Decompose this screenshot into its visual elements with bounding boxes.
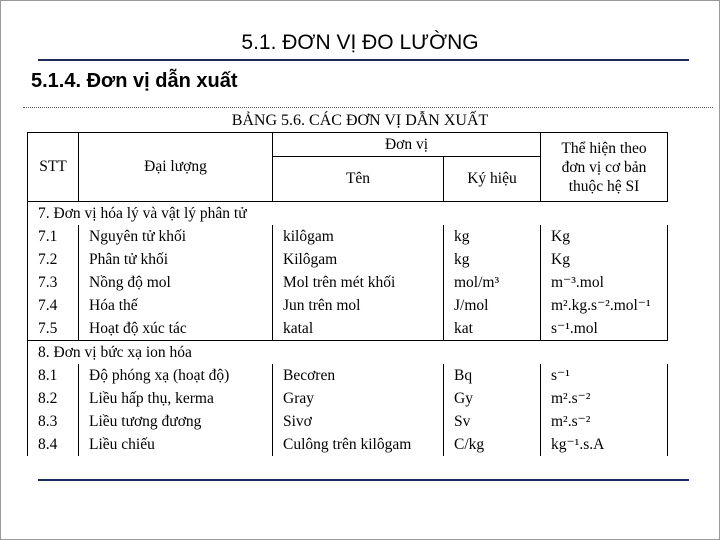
header-si-line3: thuộc hệ SI bbox=[568, 177, 640, 195]
cell-unit-name: katal bbox=[273, 317, 444, 341]
table-row bbox=[28, 225, 668, 248]
cell-unit-symbol: J/mol bbox=[444, 294, 541, 317]
cell-si: kg⁻¹.s.A bbox=[541, 433, 668, 456]
table-row bbox=[28, 317, 668, 341]
cell-si: s⁻¹ bbox=[541, 364, 668, 387]
cell-si: Kg bbox=[541, 248, 668, 271]
cell-stt: 7.1 bbox=[28, 225, 79, 248]
cell-stt: 7.5 bbox=[28, 317, 79, 341]
dotted-divider bbox=[23, 107, 713, 108]
cell-unit-symbol: kg bbox=[444, 248, 541, 271]
cell-si: m².kg.s⁻².mol⁻¹ bbox=[541, 294, 668, 317]
cell-unit-symbol: Bq bbox=[444, 364, 541, 387]
cell-stt: 8.1 bbox=[28, 364, 79, 387]
header-unit-group: Đơn vị bbox=[273, 133, 541, 157]
header-si-line2: đơn vị cơ bản bbox=[561, 158, 647, 176]
cell-si: Kg bbox=[541, 225, 668, 248]
section-label: 8. Đơn vị bức xạ ion hóa bbox=[28, 341, 668, 365]
cell-stt: 7.3 bbox=[28, 271, 79, 294]
cell-quantity: Phân tử khối bbox=[79, 248, 273, 271]
derived-units-table bbox=[27, 132, 668, 456]
table-row bbox=[28, 433, 668, 456]
cell-si: m².s⁻² bbox=[541, 410, 668, 433]
cell-si: m⁻³.mol bbox=[541, 271, 668, 294]
slide-title: 5.1. ĐƠN VỊ ĐO LƯỜNG bbox=[241, 31, 479, 54]
header-unit-symbol: Ký hiệu bbox=[444, 157, 541, 202]
cell-stt: 7.2 bbox=[28, 248, 79, 271]
header-stt: STT bbox=[28, 133, 79, 202]
bottom-rule bbox=[38, 479, 689, 481]
cell-quantity: Hoạt độ xúc tác bbox=[79, 317, 273, 341]
table-row bbox=[28, 294, 668, 317]
cell-quantity: Liều tương đương bbox=[79, 410, 273, 433]
section-label: 7. Đơn vị hóa lý và vật lý phân tử bbox=[28, 202, 668, 226]
cell-unit-name: Culông trên kilôgam bbox=[273, 433, 444, 456]
table-caption: BẢNG 5.6. CÁC ĐƠN VỊ DẪN XUẤT bbox=[231, 112, 489, 129]
cell-unit-name: Kilôgam bbox=[273, 248, 444, 271]
header-quantity: Đại lượng bbox=[79, 133, 273, 202]
cell-quantity: Liều hấp thụ, kerma bbox=[79, 387, 273, 410]
cell-quantity: Độ phóng xạ (hoạt độ) bbox=[79, 364, 273, 387]
cell-unit-symbol: C/kg bbox=[444, 433, 541, 456]
table-row bbox=[28, 364, 668, 387]
cell-stt: 8.4 bbox=[28, 433, 79, 456]
header-si-line1: Thể hiện theo bbox=[561, 139, 647, 157]
section-row-7 bbox=[28, 202, 668, 226]
section-heading: 5.1.4. Đơn vị dẫn xuất bbox=[31, 70, 238, 92]
table-row bbox=[28, 271, 668, 294]
cell-si: s⁻¹.mol bbox=[541, 317, 668, 341]
header-unit-name: Tên bbox=[273, 157, 444, 202]
cell-unit-name: Mol trên mét khối bbox=[273, 271, 444, 294]
cell-unit-symbol: kg bbox=[444, 225, 541, 248]
cell-stt: 8.2 bbox=[28, 387, 79, 410]
section-row-8 bbox=[28, 341, 668, 365]
cell-quantity: Nguyên tử khối bbox=[79, 225, 273, 248]
table-row bbox=[28, 410, 668, 433]
cell-unit-name: Gray bbox=[273, 387, 444, 410]
title-underline bbox=[38, 59, 689, 61]
cell-unit-name: Becơren bbox=[273, 364, 444, 387]
cell-quantity: Nồng độ mol bbox=[79, 271, 273, 294]
table-row bbox=[28, 248, 668, 271]
header-si-expression bbox=[541, 133, 668, 202]
cell-unit-symbol: mol/m³ bbox=[444, 271, 541, 294]
cell-unit-symbol: Sv bbox=[444, 410, 541, 433]
cell-si: m².s⁻² bbox=[541, 387, 668, 410]
cell-unit-symbol: Gy bbox=[444, 387, 541, 410]
cell-unit-name: kilôgam bbox=[273, 225, 444, 248]
table-row bbox=[28, 387, 668, 410]
cell-unit-name: Sivơ bbox=[273, 410, 444, 433]
cell-quantity: Liều chiếu bbox=[79, 433, 273, 456]
cell-stt: 7.4 bbox=[28, 294, 79, 317]
cell-stt: 8.3 bbox=[28, 410, 79, 433]
cell-quantity: Hóa thế bbox=[79, 294, 273, 317]
cell-unit-symbol: kat bbox=[444, 317, 541, 341]
cell-unit-name: Jun trên mol bbox=[273, 294, 444, 317]
